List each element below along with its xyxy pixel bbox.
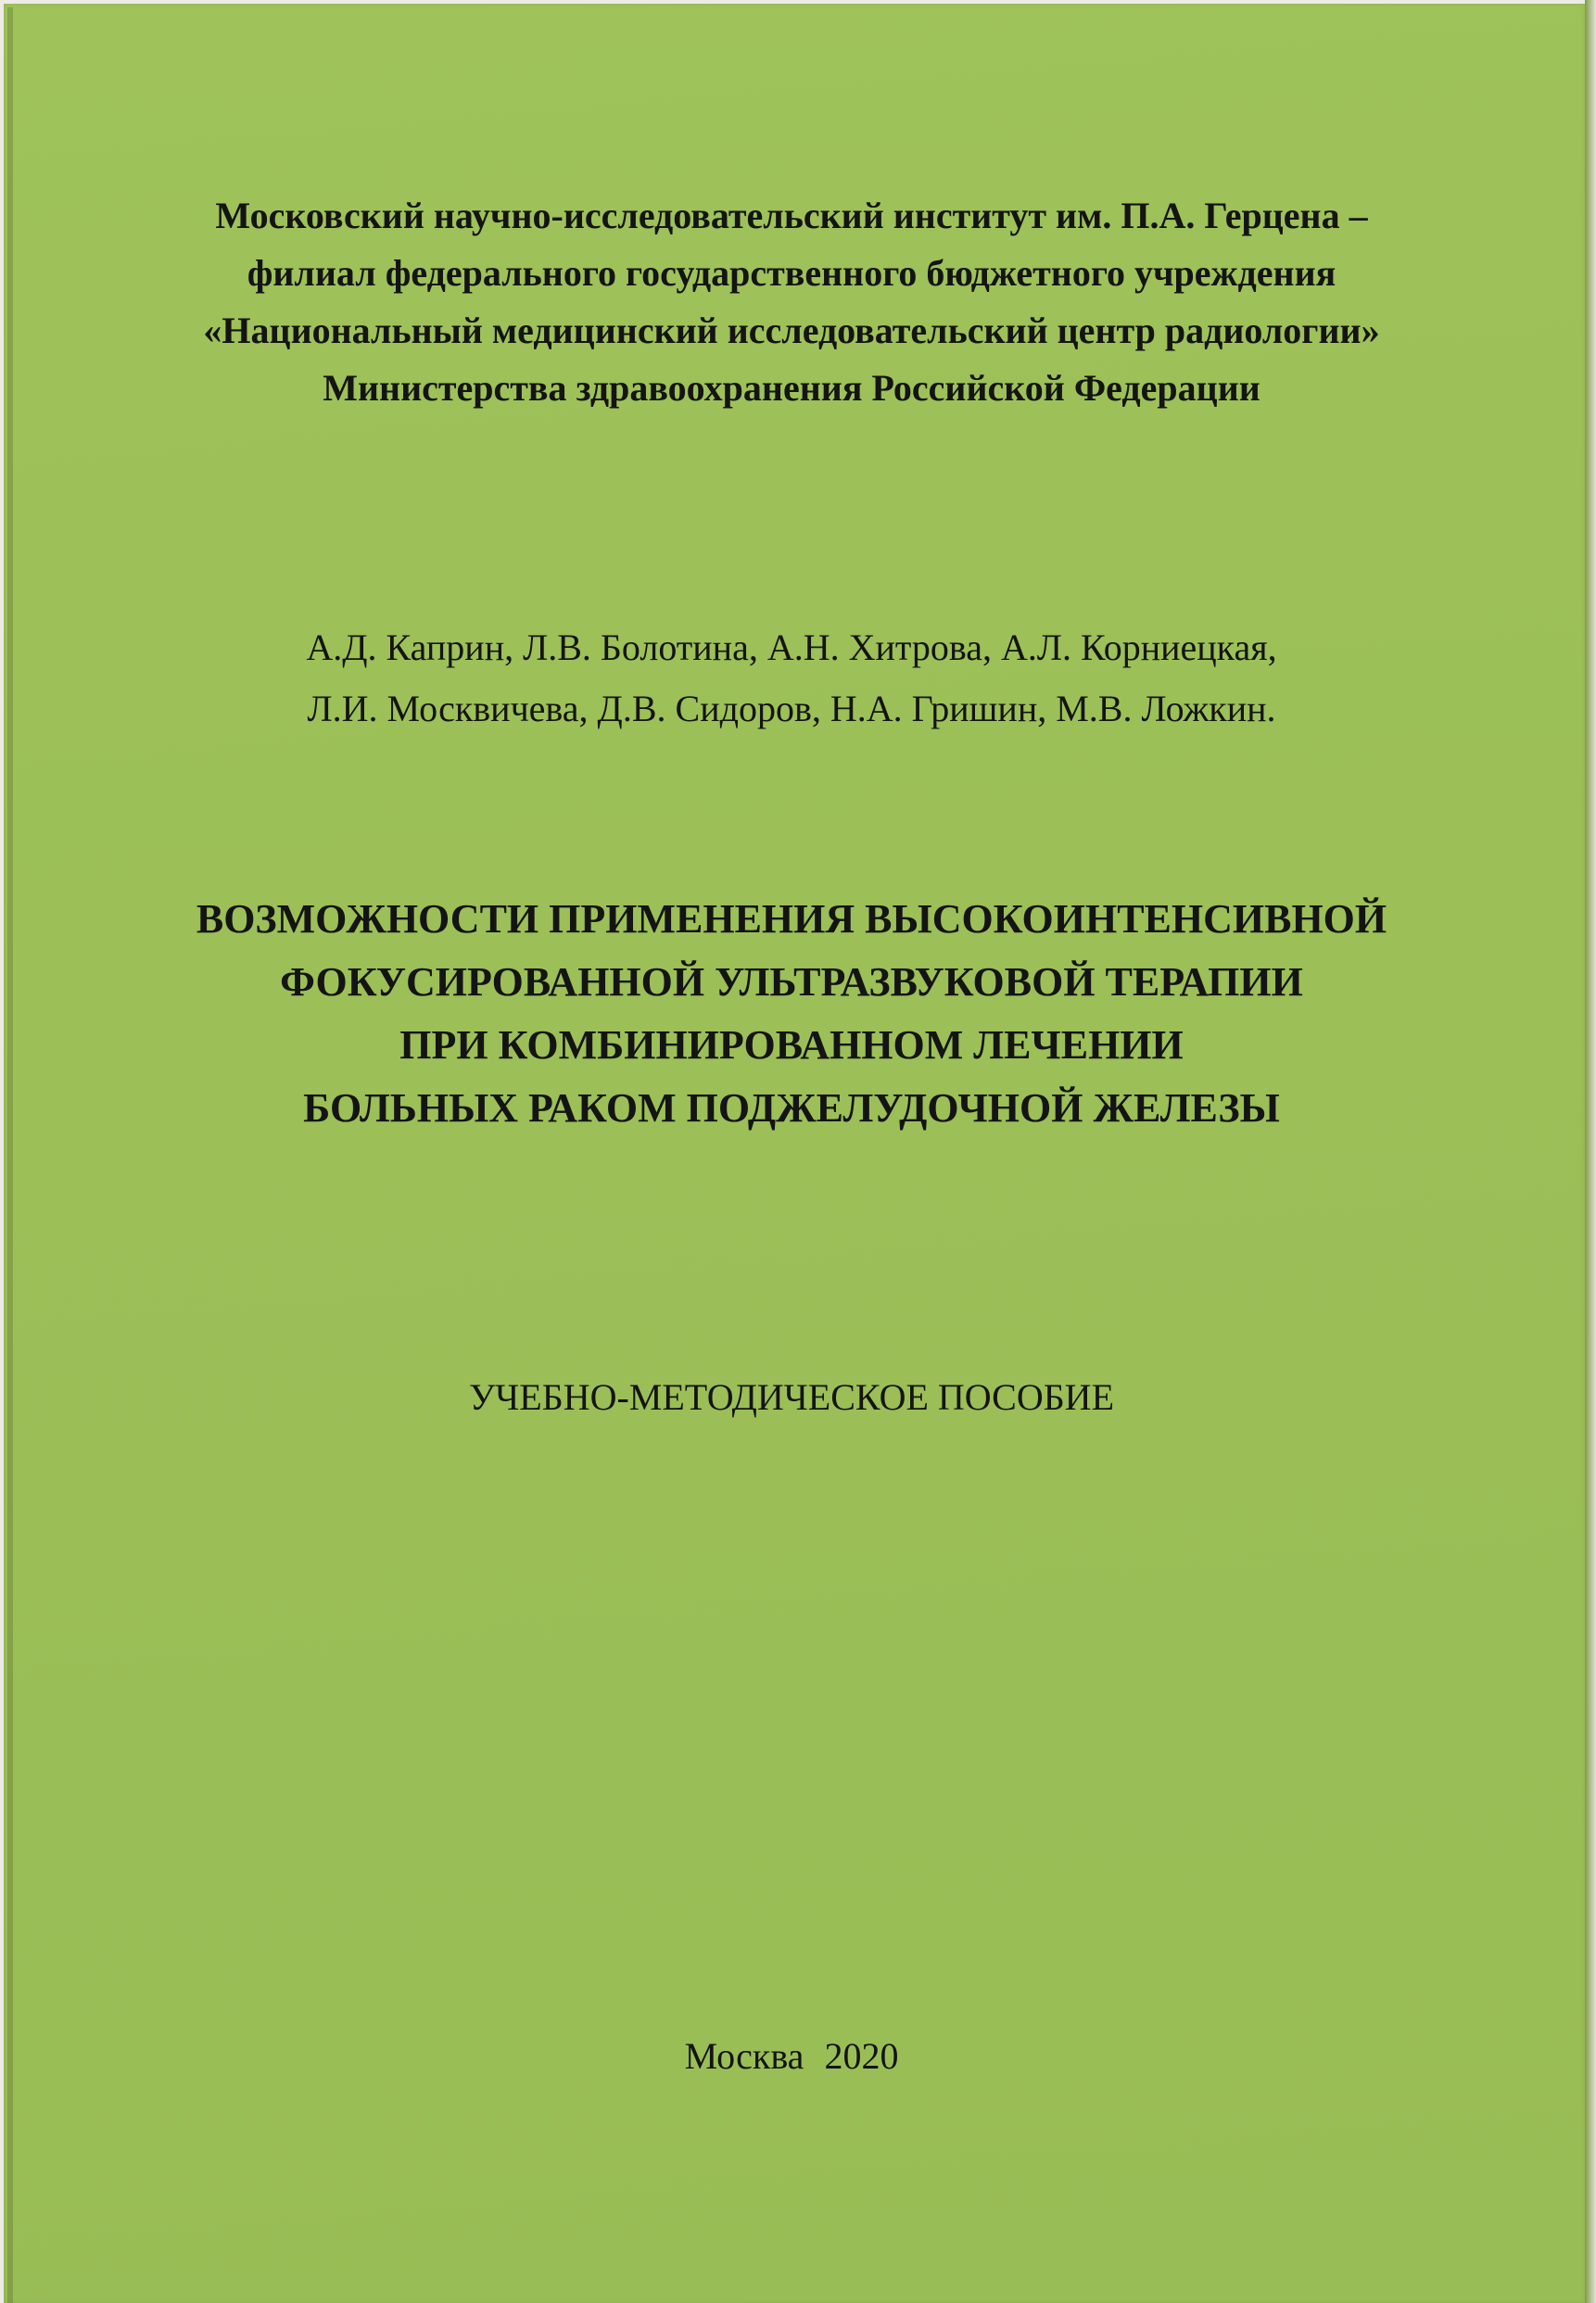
authors-line-2: Л.И. Москвичева, Д.В. Сидоров, Н.А. Гришин, М.В. Ложкин. xyxy=(307,688,1276,729)
institution-block xyxy=(4,187,1579,417)
book-title xyxy=(4,888,1579,1140)
institution-line-2: филиал федерального государственного бюджетного учреждения xyxy=(247,252,1336,294)
imprint-city: Москва xyxy=(684,2035,804,2077)
publication-type xyxy=(4,1372,1579,1424)
title-line-3: ПРИ КОМБИНИРОВАННОМ ЛЕЧЕНИИ xyxy=(399,1022,1184,1068)
title-line-1: ВОЗМОЖНОСТИ ПРИМЕНЕНИЯ ВЫСОКОИНТЕНСИВНОЙ xyxy=(196,896,1387,942)
title-line-4: БОЛЬНЫХ РАКОМ ПОДЖЕЛУДОЧНОЙ ЖЕЛЕЗЫ xyxy=(303,1085,1280,1131)
imprint xyxy=(4,2031,1579,2082)
authors-block xyxy=(4,617,1579,740)
book-cover xyxy=(4,4,1585,2303)
institution-line-4: Министерства здравоохранения Российской Федерации xyxy=(323,367,1260,409)
imprint-year: 2020 xyxy=(824,2035,899,2077)
authors-line-1: А.Д. Каприн, Л.В. Болотина, А.Н. Хитрова, А.Л. Корниецкая, xyxy=(306,626,1277,668)
institution-line-1: Московский научно-исследовательский институт им. П.А. Герцена – xyxy=(215,195,1368,236)
institution-line-3: «Национальный медицинский исследовательский центр радиологии» xyxy=(203,310,1380,351)
imprint-line xyxy=(4,2031,1579,2082)
title-line-2: ФОКУСИРОВАННОЙ УЛЬТРАЗВУКОВОЙ ТЕРАПИИ xyxy=(280,959,1303,1005)
subtitle-text: УЧЕБНО-МЕТОДИЧЕСКОЕ ПОСОБИЕ xyxy=(468,1376,1114,1418)
scan-edge xyxy=(1585,0,1596,2303)
